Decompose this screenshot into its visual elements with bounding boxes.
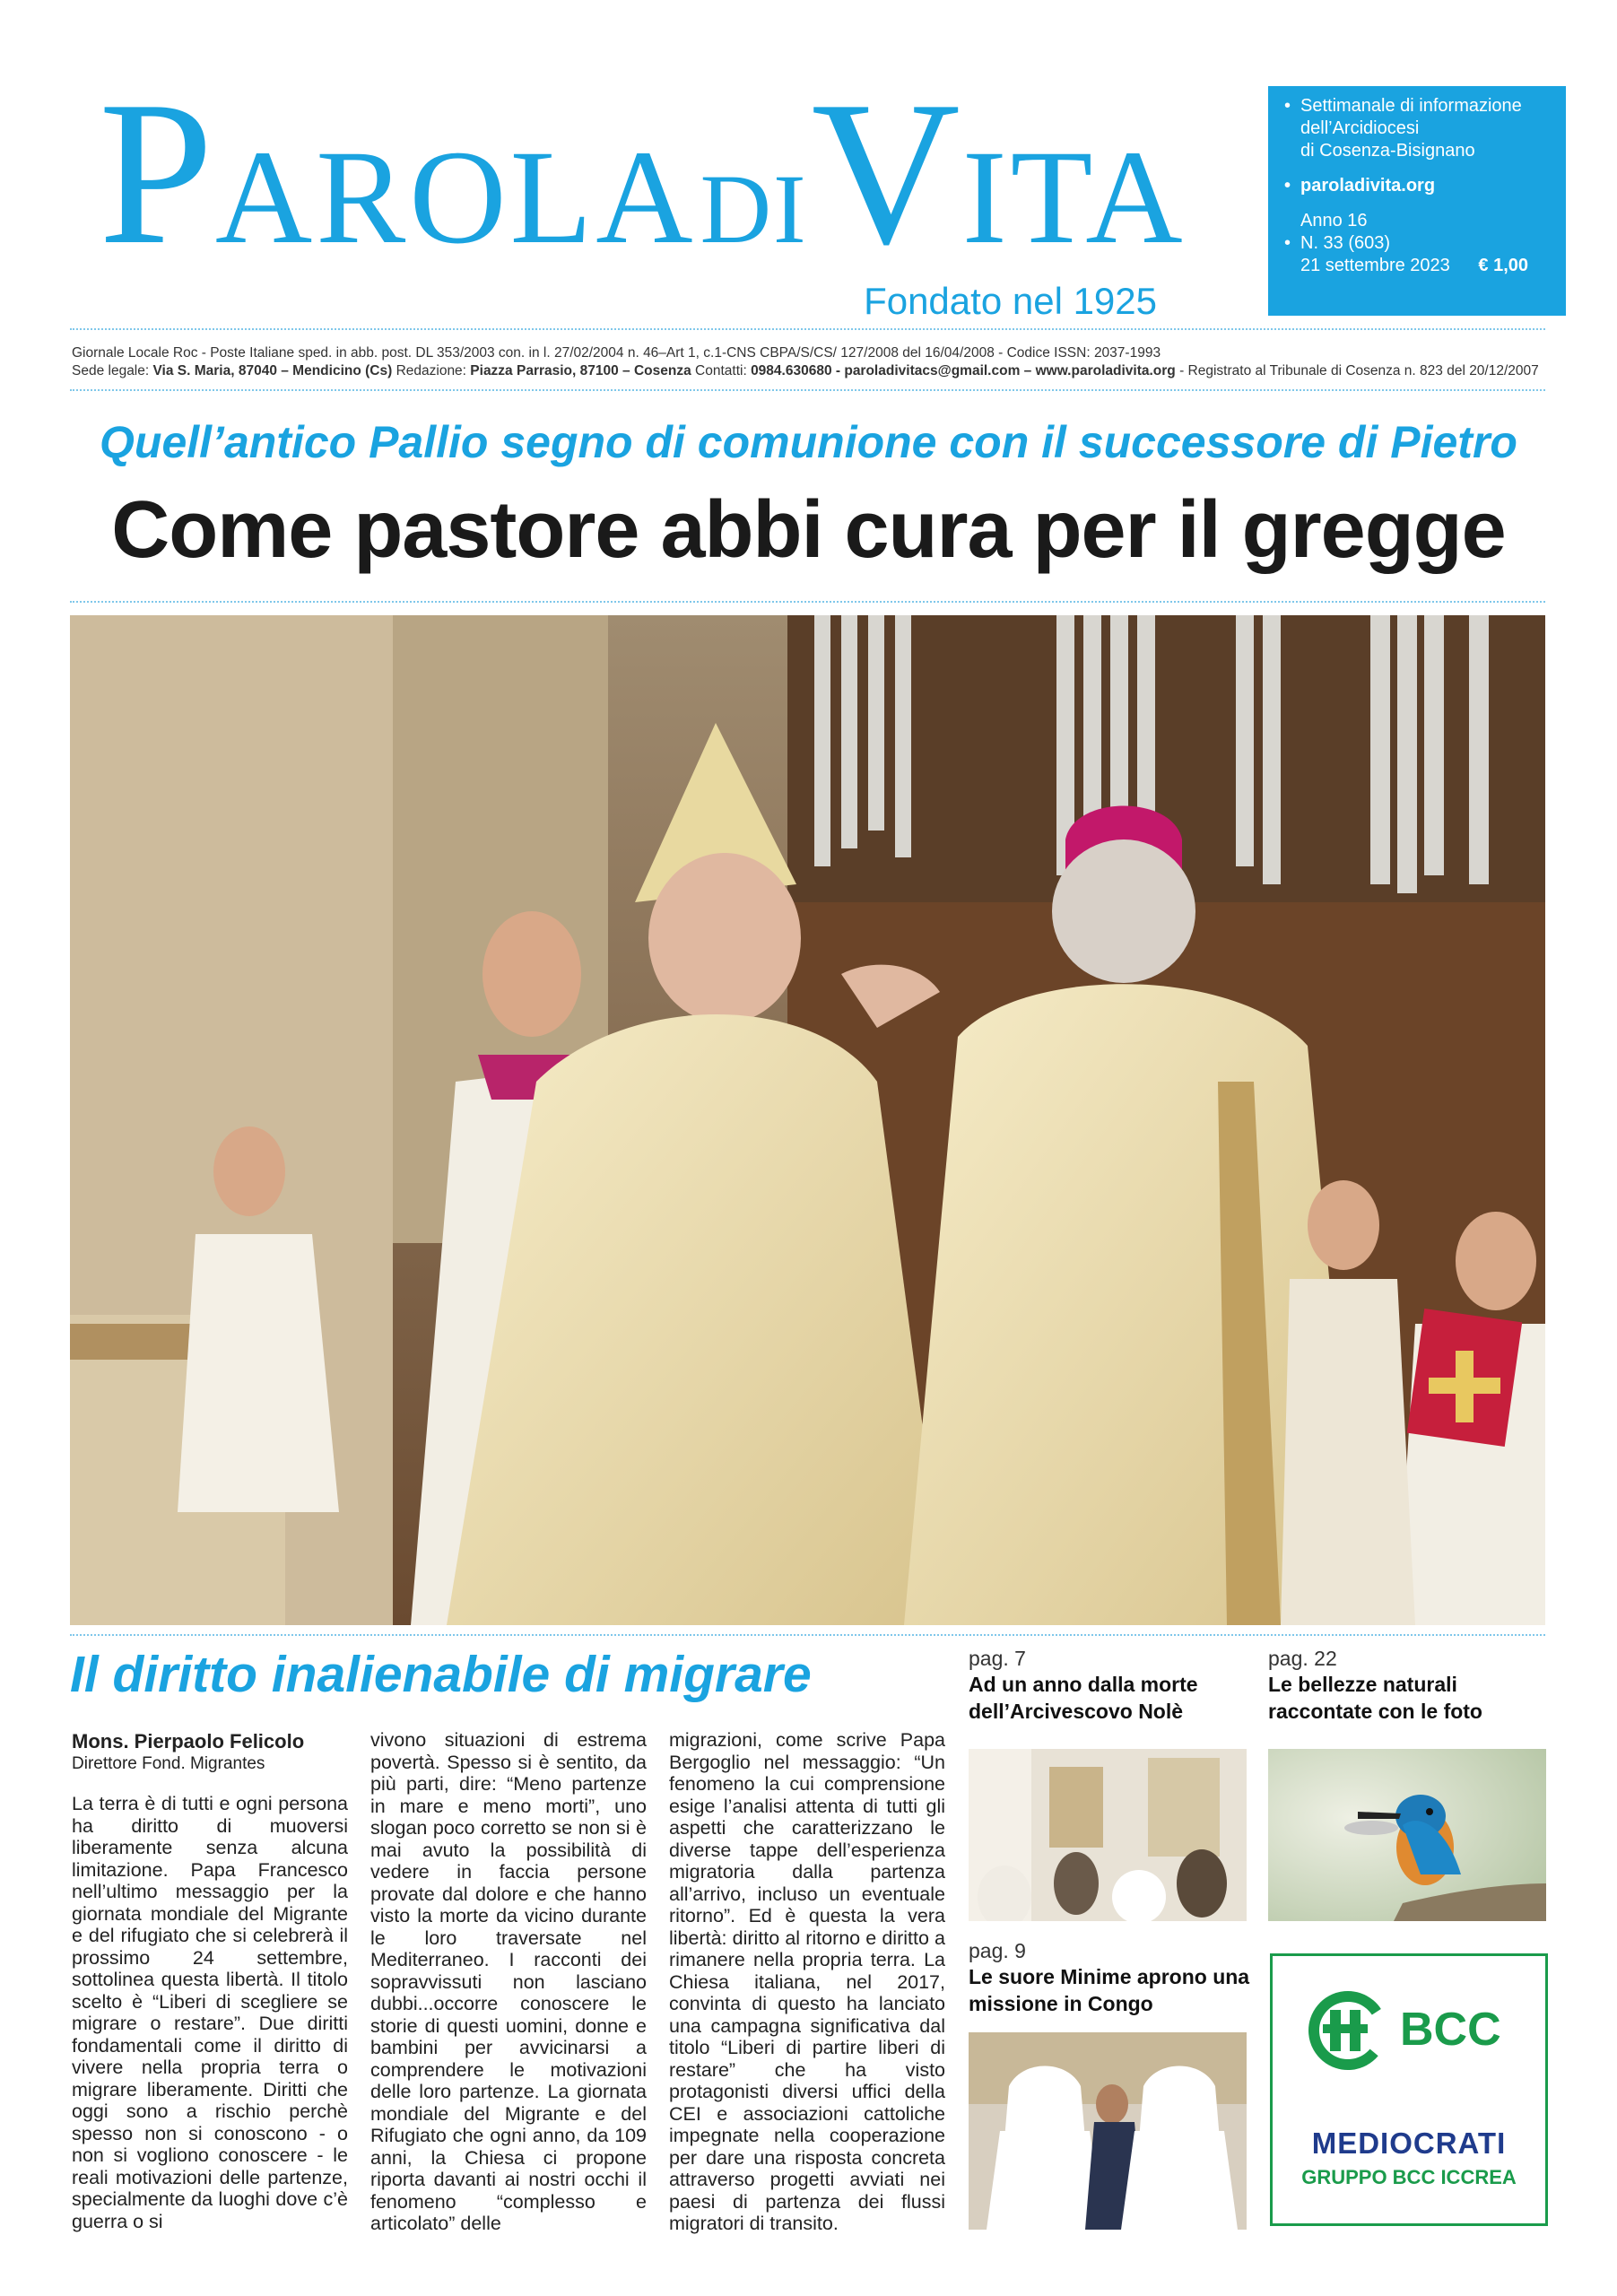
teaser-rail-right [1268,1647,1555,1725]
issue-number: N. 33 (603) [1300,233,1391,253]
legal-line-2: Sede legale: Via S. Maria, 87040 – Mendicino (Cs) Redazione: Piazza Parrasio, 87100 – Cosenza Contatti: 0984.630680 - paroladivitacs@gmail.com – www.paroladivita.org - Registrato al Tribunale di Cosenza n. 823 del 20/12/2007 [72,363,1539,378]
article-author: Mons. Pierpaolo Felicolo [72,1730,305,1752]
legal-line-1: Giornale Locale Roc - Poste Italiane sped. in abb. post. DL 353/2003 con. in l. 27/02/2004 n. 46–Art 1, c.1-CNS CBPA/S/CS/ 127/2008 del 16/04/2008 - Codice ISSN: 2037-1993 [72,345,1161,361]
website-link[interactable]: paroladivita.org [1300,176,1436,196]
legal-info [72,344,1552,380]
article-column-2 [370,1729,647,2235]
divider [70,389,1545,391]
teaser-page: pag. 7 [969,1647,1026,1670]
issue-price: € 1,00 [1478,256,1528,275]
bcc-ad-line-1: MEDIOCRATI [1311,2126,1507,2160]
teaser-title-2[interactable]: Le bellezze naturali raccontate con le foto [1268,1673,1482,1723]
article-text-1: La terra è di tutti e ogni persona ha diritto di muoversi liberamente senza alcuna limitazione. Papa Francesco nell’ultimo messaggio per la giornata mondiale del Migrante e del rifugiato che si celebrerà il prossimo 24 settembre, sottolinea questa libertà. Il titolo scelto è “Liberi di scegliere se migrare o restare”. Due diritti fondamentali come il diritto di vivere nella propria terra o migrare liberamente. Diritti che oggi sono a rischio perchè spesso non si conoscono - o non si vogliono conoscere - le reali motivazioni delle partenze, specialmente da luoghi dove c’è guerra o si [72,1793,348,2232]
issue-date: 21 settembre 2023 [1300,256,1450,275]
article-text-3: migrazioni, come scrive Papa Bergoglio nel messaggio: “Un fenomeno la cui comprensione esige l’analisi attenta di tutti gli aspetti che caratterizzano le diverse tappe dell’esperienza migratoria dalla partenza all’arrivo, incluso un eventuale ritorno”. Ed è questa la vera libertà: diritto al ritorno e diritto a rimanere nella propria terra. La Chiesa italiana, nel 2017, convinta di questo ha lanciato una campagna significativa dal titolo “Liberi di partire liberi di restare” che ha visto protagonisti diversi uffici della CEI e associazioni cattoliche impegnate nella cooperazione per dare una risposta concreta attraverso progetti avviati nei paesi di partenza dei flussi migratori di transito. [669,1729,945,2234]
teaser-page: pag. 22 [1268,1647,1337,1670]
info-line-2: dell’Arcidiocesi [1300,118,1420,138]
bcc-brand: BCC [1400,2004,1501,2056]
article-title: Il diritto inalienabile di migrare [70,1646,812,1703]
teaser-rail-middle [969,1647,1256,1725]
article-text-2: vivono situazioni di estrema povertà. Spesso si è sentito, da più parti, dire: “Meno partenze in mare e meno morti”, uno slogan poco corretto se non si è mai avuto la possibilità di vedere in faccia persone provate dal dolore e che hanno visto la morte da vicino durante le loro traversate nel Mediterraneo. I racconti dei sopravvissuti non lasciano dubbi...occorre conoscere le storie di questi uomini, donne e bambini per avvicinarsi a comprendere le motivazioni delle loro partenze. La giornata mondiale del Migrante e del Rifugiato che ogni anno, da 109 anni, la Chiesa ci propone riporta davanti ai nostri occhi il fenomeno “complesso e articolato” delle [370,1729,647,2234]
main-photo [70,615,1545,1625]
teaser-photo-3 [969,2032,1247,2230]
article-author-role: Direttore Fond. Migrantes [72,1753,265,1773]
teaser-title-1[interactable]: Ad un anno dalla morte dell’Arcivescovo Nolè [969,1673,1198,1723]
article-column-3 [669,1729,945,2235]
founded-year: Fondato nel 1925 [864,280,1157,322]
teaser-photo-1 [969,1749,1247,1921]
bcc-ad[interactable] [1270,1953,1548,2226]
bcc-ad-line-2: GRUPPO BCC ICCREA [1301,2166,1517,2188]
masthead-title: PAROLA DI VITA [99,58,1187,287]
issue-year: Anno 16 [1300,211,1368,230]
teaser-title-3[interactable]: Le suore Minime aprono una missione in Congo [969,1965,1250,2015]
main-headline: Come pastore abbi cura per il gregge [111,485,1506,575]
issue-info-box: • Settimanale di informazione dell’Arcidiocesi di Cosenza-Bisignano • paroladivita.org Anno 16 • N. 33 (603) 21 settembre 2023 € 1,00 [1268,86,1566,316]
article-column-1 [72,1731,348,2232]
teaser-photo-2 [1268,1749,1546,1921]
divider [70,328,1545,330]
info-line-3: di Cosenza-Bisignano [1300,141,1475,161]
headline-kicker: Quell’antico Pallio segno di comunione con il successore di Pietro [100,417,1517,467]
teaser-block-3 [969,1939,1256,2017]
divider [70,1634,1545,1636]
info-line-1: Settimanale di informazione [1300,96,1522,116]
teaser-page: pag. 9 [969,1939,1026,1962]
divider [70,601,1545,603]
